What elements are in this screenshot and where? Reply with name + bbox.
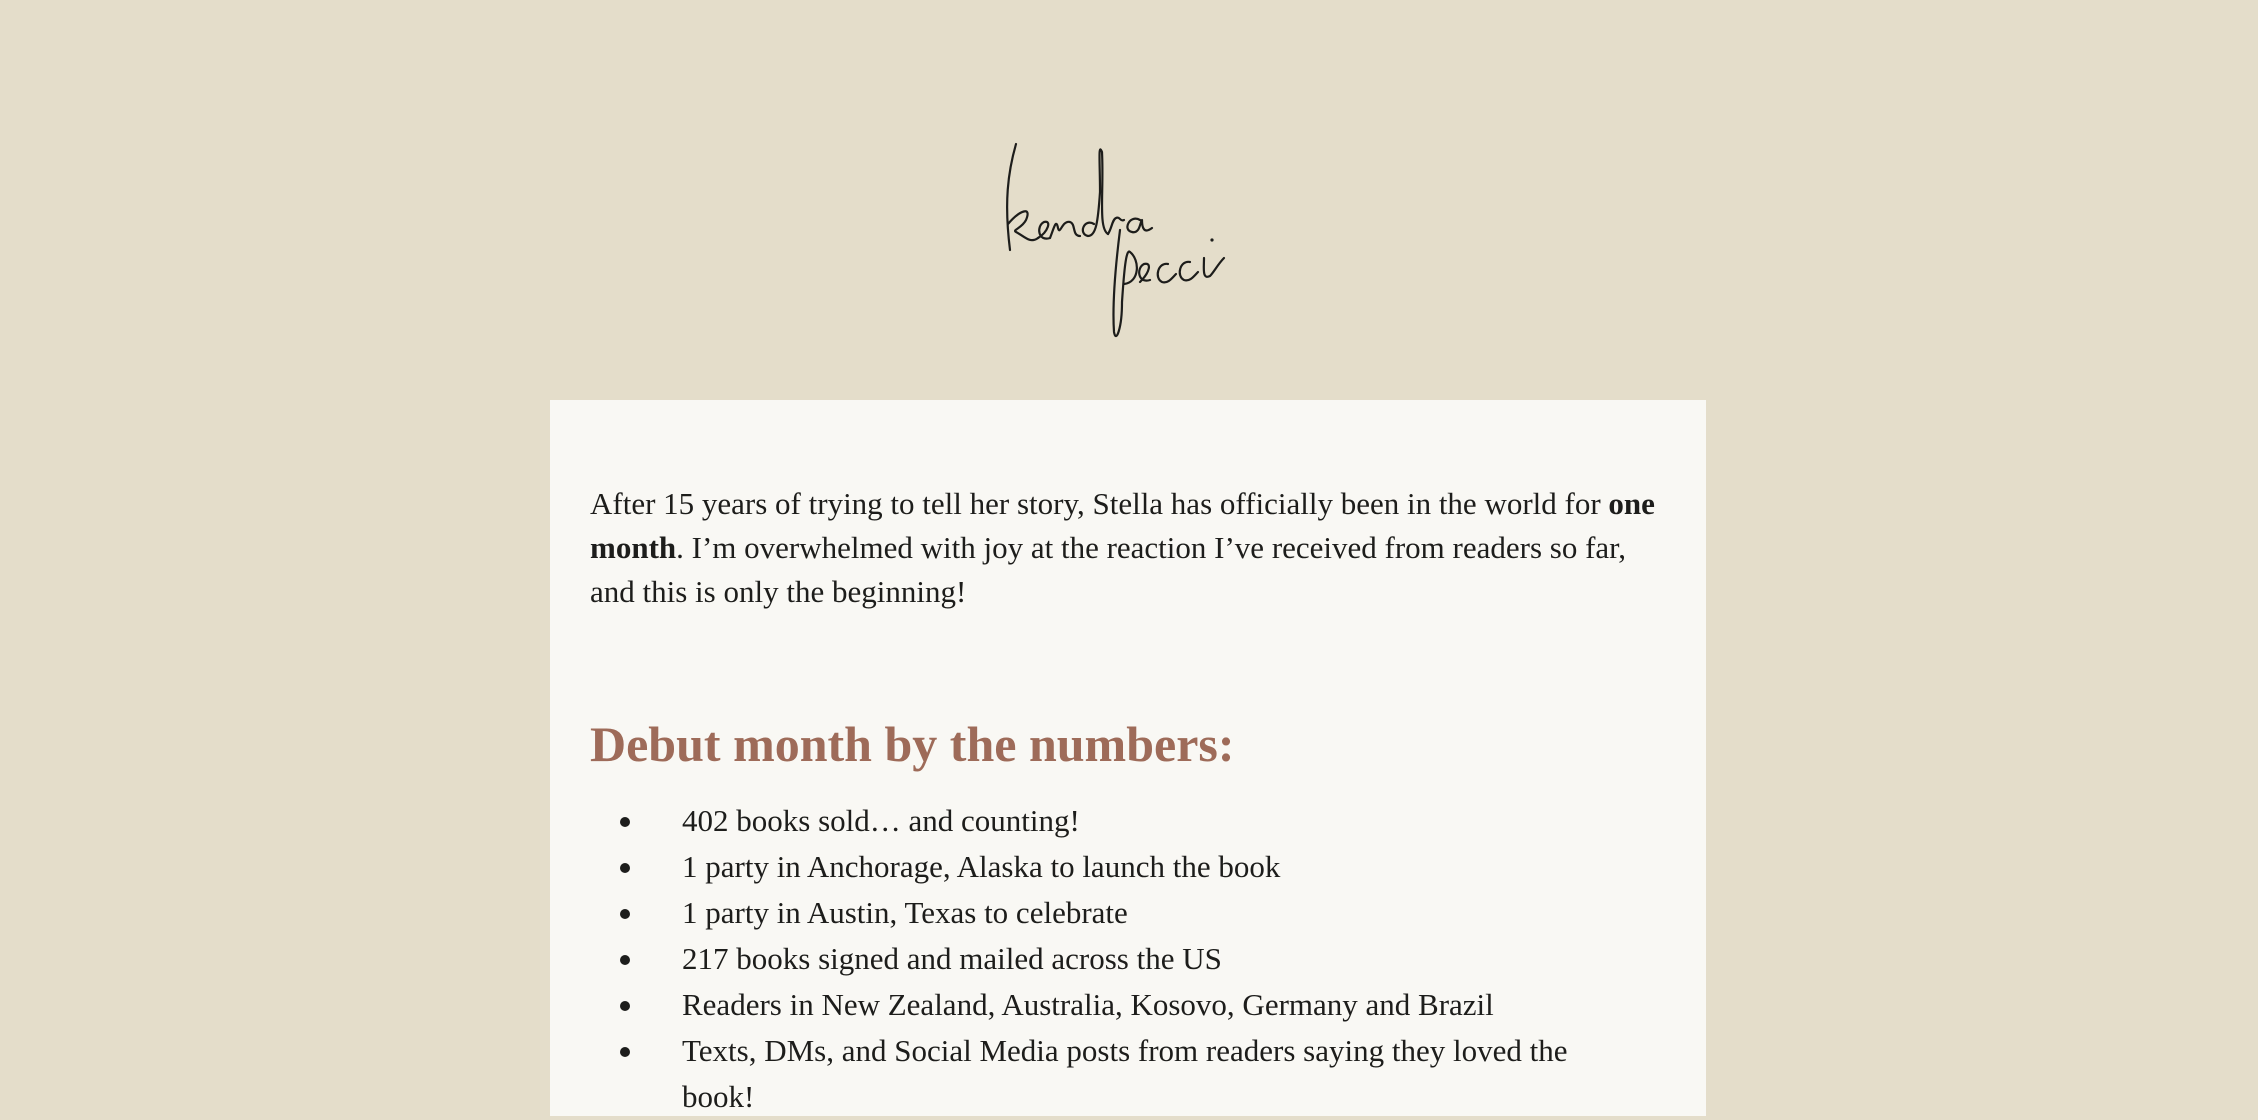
intro-paragraph [590, 482, 1670, 614]
stats-item-text: Texts, DMs, and Social Media posts from readers saying they loved the book! [682, 1033, 1568, 1114]
stats-list-item [550, 798, 1706, 844]
stats-item-text: 217 books signed and mailed across the US [682, 941, 1222, 976]
stats-item-text: Readers in New Zealand, Australia, Kosovo, Germany and Brazil [682, 987, 1494, 1022]
bullet-icon [620, 1001, 630, 1011]
brand-logo[interactable] [990, 132, 1280, 352]
stats-list [550, 798, 1706, 1120]
bullet-icon [620, 909, 630, 919]
stats-item-text: 402 books sold… and counting! [682, 803, 1080, 838]
intro-emphasis: one month [590, 486, 1655, 565]
bullet-icon [620, 955, 630, 965]
stats-list-item [550, 890, 1706, 936]
stats-item-text: 1 party in Austin, Texas to celebrate [682, 895, 1128, 930]
newsletter-card [550, 400, 1706, 1116]
bullet-icon [620, 817, 630, 827]
stats-list-item [550, 982, 1706, 1028]
stats-list-item [550, 844, 1706, 890]
stats-list-item [550, 1028, 1706, 1120]
bullet-icon [620, 1047, 630, 1057]
bullet-icon [620, 863, 630, 873]
stats-list-item [550, 936, 1706, 982]
signature-logo-icon [990, 132, 1280, 352]
section-heading: Debut month by the numbers: [590, 716, 1235, 772]
stats-item-text: 1 party in Anchorage, Alaska to launch the book [682, 849, 1281, 884]
intro-text-start: After 15 years of trying to tell her story, Stella has officially been in the world for [590, 486, 1609, 521]
intro-text-end: . I’m overwhelmed with joy at the reaction I’ve received from readers so far, and this is only the beginning! [590, 530, 1627, 609]
